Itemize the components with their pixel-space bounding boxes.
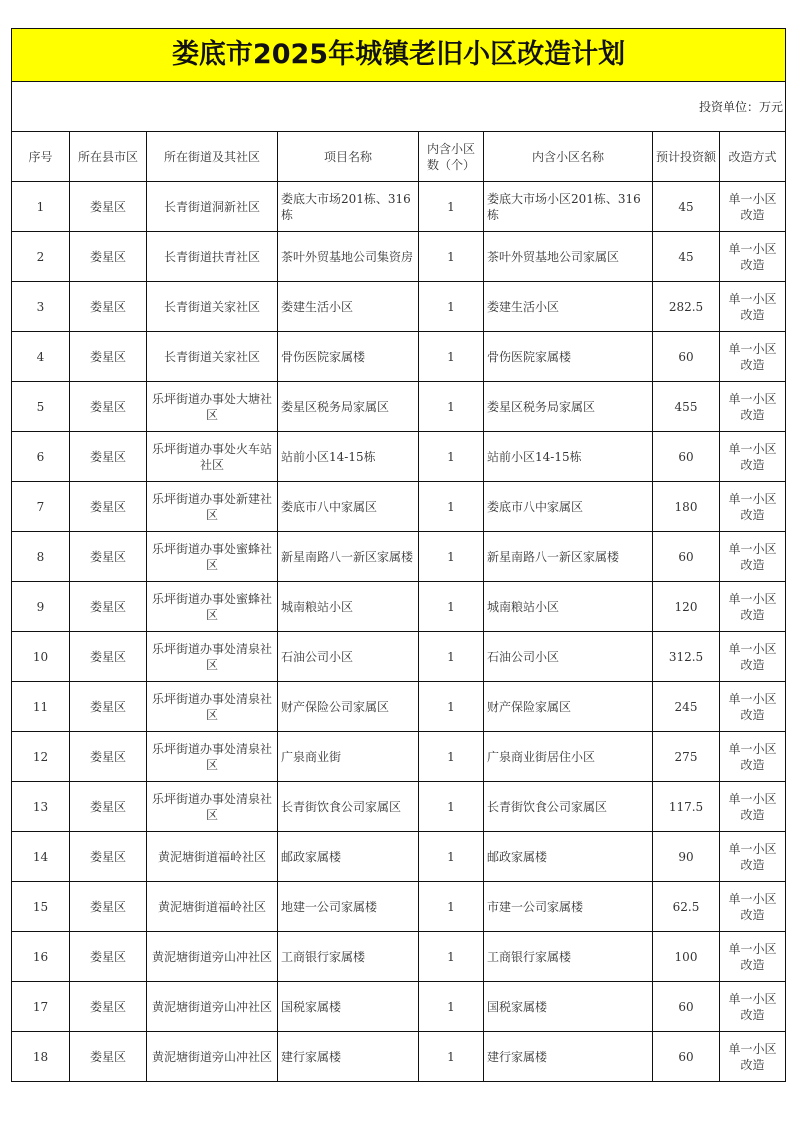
cell-project[interactable]: 广泉商业街 xyxy=(278,732,419,782)
cell-investment[interactable]: 45 xyxy=(653,232,720,282)
cell-count[interactable]: 1 xyxy=(419,382,484,432)
cell-street[interactable]: 乐坪街道办事处大塘社区 xyxy=(147,382,278,432)
cell-street[interactable]: 黄泥塘街道旁山冲社区 xyxy=(147,1032,278,1082)
cell-project[interactable]: 娄底市八中家属区 xyxy=(278,482,419,532)
cell-communities[interactable]: 娄星区税务局家属区 xyxy=(484,382,653,432)
cell-street[interactable]: 乐坪街道办事处清泉社区 xyxy=(147,732,278,782)
header-row xyxy=(12,132,786,182)
cell-project[interactable]: 娄星区税务局家属区 xyxy=(278,382,419,432)
cell-project[interactable]: 建行家属楼 xyxy=(278,1032,419,1082)
cell-investment[interactable]: 312.5 xyxy=(653,632,720,682)
cell-method[interactable]: 单一小区改造 xyxy=(720,682,786,732)
cell-district[interactable]: 娄星区 xyxy=(70,182,147,232)
cell-no[interactable]: 10 xyxy=(12,632,70,682)
table-row xyxy=(12,882,786,932)
column-header-project[interactable]: 项目名称 xyxy=(278,132,419,182)
cell-communities[interactable]: 国税家属楼 xyxy=(484,982,653,1032)
cell-method[interactable]: 单一小区改造 xyxy=(720,532,786,582)
cell-investment[interactable]: 282.5 xyxy=(653,282,720,332)
cell-method[interactable]: 单一小区改造 xyxy=(720,582,786,632)
cell-count[interactable]: 1 xyxy=(419,282,484,332)
cell-communities[interactable]: 石油公司小区 xyxy=(484,632,653,682)
table-row xyxy=(12,182,786,232)
cell-street[interactable]: 黄泥塘街道福岭社区 xyxy=(147,832,278,882)
cell-no[interactable]: 9 xyxy=(12,582,70,632)
cell-street[interactable]: 乐坪街道办事处火车站社区 xyxy=(147,432,278,482)
table-row xyxy=(12,582,786,632)
cell-communities[interactable]: 茶叶外贸基地公司家属区 xyxy=(484,232,653,282)
table-row xyxy=(12,732,786,782)
cell-investment[interactable]: 275 xyxy=(653,732,720,782)
cell-communities[interactable]: 骨伤医院家属楼 xyxy=(484,332,653,382)
cell-district[interactable]: 娄星区 xyxy=(70,682,147,732)
table-row xyxy=(12,432,786,482)
cell-count[interactable]: 1 xyxy=(419,932,484,982)
cell-investment[interactable]: 60 xyxy=(653,982,720,1032)
cell-communities[interactable]: 娄底市八中家属区 xyxy=(484,482,653,532)
cell-district[interactable]: 娄星区 xyxy=(70,582,147,632)
cell-no[interactable]: 12 xyxy=(12,732,70,782)
cell-method[interactable]: 单一小区改造 xyxy=(720,832,786,882)
table-row xyxy=(12,532,786,582)
cell-no[interactable]: 1 xyxy=(12,182,70,232)
cell-project[interactable]: 娄底大市场201栋、316栋 xyxy=(278,182,419,232)
cell-street[interactable]: 长青街道洞新社区 xyxy=(147,182,278,232)
cell-count[interactable]: 1 xyxy=(419,532,484,582)
cell-investment[interactable]: 100 xyxy=(653,932,720,982)
table-row xyxy=(12,1032,786,1082)
cell-communities[interactable]: 财产保险家属区 xyxy=(484,682,653,732)
cell-district[interactable]: 娄星区 xyxy=(70,882,147,932)
cell-no[interactable]: 8 xyxy=(12,532,70,582)
cell-district[interactable]: 娄星区 xyxy=(70,432,147,482)
cell-investment[interactable]: 62.5 xyxy=(653,882,720,932)
cell-communities[interactable]: 新星南路八一新区家属楼 xyxy=(484,532,653,582)
cell-investment[interactable]: 60 xyxy=(653,432,720,482)
cell-investment[interactable]: 117.5 xyxy=(653,782,720,832)
table-row xyxy=(12,632,786,682)
cell-count[interactable]: 1 xyxy=(419,432,484,482)
cell-investment[interactable]: 90 xyxy=(653,832,720,882)
cell-method[interactable]: 单一小区改造 xyxy=(720,732,786,782)
cell-investment[interactable]: 120 xyxy=(653,582,720,632)
cell-communities[interactable]: 站前小区14-15栋 xyxy=(484,432,653,482)
cell-no[interactable]: 17 xyxy=(12,982,70,1032)
cell-count[interactable]: 1 xyxy=(419,982,484,1032)
cell-no[interactable]: 16 xyxy=(12,932,70,982)
table-row xyxy=(12,932,786,982)
cell-no[interactable]: 18 xyxy=(12,1032,70,1082)
table-row xyxy=(12,982,786,1032)
unit-row xyxy=(12,82,786,132)
cell-method[interactable]: 单一小区改造 xyxy=(720,182,786,232)
cell-project[interactable]: 娄建生活小区 xyxy=(278,282,419,332)
column-header-district[interactable]: 所在县市区 xyxy=(70,132,147,182)
cell-street[interactable]: 长青街道扶青社区 xyxy=(147,232,278,282)
table-row xyxy=(12,482,786,532)
cell-district[interactable]: 娄星区 xyxy=(70,982,147,1032)
cell-communities[interactable]: 娄建生活小区 xyxy=(484,282,653,332)
table-row xyxy=(12,832,786,882)
cell-method[interactable]: 单一小区改造 xyxy=(720,232,786,282)
cell-count[interactable]: 1 xyxy=(419,582,484,632)
cell-method[interactable]: 单一小区改造 xyxy=(720,932,786,982)
cell-street[interactable]: 乐坪街道办事处新建社区 xyxy=(147,482,278,532)
cell-method[interactable]: 单一小区改造 xyxy=(720,332,786,382)
cell-street[interactable]: 长青街道关家社区 xyxy=(147,332,278,382)
cell-no[interactable]: 3 xyxy=(12,282,70,332)
cell-method[interactable]: 单一小区改造 xyxy=(720,1032,786,1082)
cell-method[interactable]: 单一小区改造 xyxy=(720,432,786,482)
cell-count[interactable]: 1 xyxy=(419,832,484,882)
cell-method[interactable]: 单一小区改造 xyxy=(720,382,786,432)
cell-no[interactable]: 2 xyxy=(12,232,70,282)
cell-communities[interactable]: 邮政家属楼 xyxy=(484,832,653,882)
cell-method[interactable]: 单一小区改造 xyxy=(720,882,786,932)
cell-investment[interactable]: 60 xyxy=(653,332,720,382)
column-header-method[interactable]: 改造方式 xyxy=(720,132,786,182)
cell-investment[interactable]: 60 xyxy=(653,532,720,582)
cell-project[interactable]: 茶叶外贸基地公司集资房 xyxy=(278,232,419,282)
spreadsheet-sheet xyxy=(11,28,785,1082)
page-title[interactable]: 娄底市2025年城镇老旧小区改造计划 xyxy=(12,29,786,82)
cell-no[interactable]: 7 xyxy=(12,482,70,532)
cell-count[interactable]: 1 xyxy=(419,632,484,682)
cell-no[interactable]: 4 xyxy=(12,332,70,382)
cell-communities[interactable]: 长青街饮食公司家属区 xyxy=(484,782,653,832)
cell-street[interactable]: 乐坪街道办事处清泉社区 xyxy=(147,632,278,682)
cell-investment[interactable]: 245 xyxy=(653,682,720,732)
cell-project[interactable]: 邮政家属楼 xyxy=(278,832,419,882)
cell-street[interactable]: 黄泥塘街道福岭社区 xyxy=(147,882,278,932)
cell-method[interactable]: 单一小区改造 xyxy=(720,632,786,682)
table-row xyxy=(12,782,786,832)
cell-district[interactable]: 娄星区 xyxy=(70,782,147,832)
cell-count[interactable]: 1 xyxy=(419,782,484,832)
cell-project[interactable]: 财产保险公司家属区 xyxy=(278,682,419,732)
cell-district[interactable]: 娄星区 xyxy=(70,232,147,282)
cell-street[interactable]: 黄泥塘街道旁山冲社区 xyxy=(147,932,278,982)
cell-communities[interactable]: 市建一公司家属楼 xyxy=(484,882,653,932)
cell-communities[interactable]: 娄底大市场小区201栋、316栋 xyxy=(484,182,653,232)
cell-count[interactable]: 1 xyxy=(419,732,484,782)
cell-street[interactable]: 长青街道关家社区 xyxy=(147,282,278,332)
cell-count[interactable]: 1 xyxy=(419,482,484,532)
cell-street[interactable]: 乐坪街道办事处蜜蜂社区 xyxy=(147,582,278,632)
cell-project[interactable]: 长青街饮食公司家属区 xyxy=(278,782,419,832)
cell-count[interactable]: 1 xyxy=(419,882,484,932)
cell-street[interactable]: 黄泥塘街道旁山冲社区 xyxy=(147,982,278,1032)
column-header-communities[interactable]: 内含小区名称 xyxy=(484,132,653,182)
renovation-plan-table xyxy=(11,28,786,1082)
cell-project[interactable]: 骨伤医院家属楼 xyxy=(278,332,419,382)
unit-note[interactable]: 投资单位：万元 xyxy=(12,82,786,132)
title-row xyxy=(12,29,786,82)
cell-investment[interactable]: 60 xyxy=(653,1032,720,1082)
column-header-street[interactable]: 所在街道及其社区 xyxy=(147,132,278,182)
cell-district[interactable]: 娄星区 xyxy=(70,532,147,582)
cell-project[interactable]: 地建一公司家属楼 xyxy=(278,882,419,932)
column-header-investment[interactable]: 预计投资额 xyxy=(653,132,720,182)
cell-district[interactable]: 娄星区 xyxy=(70,1032,147,1082)
cell-project[interactable]: 城南粮站小区 xyxy=(278,582,419,632)
cell-street[interactable]: 乐坪街道办事处清泉社区 xyxy=(147,682,278,732)
cell-street[interactable]: 乐坪街道办事处清泉社区 xyxy=(147,782,278,832)
table-row xyxy=(12,682,786,732)
cell-district[interactable]: 娄星区 xyxy=(70,632,147,682)
cell-investment[interactable]: 455 xyxy=(653,382,720,432)
cell-no[interactable]: 14 xyxy=(12,832,70,882)
cell-project[interactable]: 站前小区14-15栋 xyxy=(278,432,419,482)
cell-investment[interactable]: 45 xyxy=(653,182,720,232)
cell-district[interactable]: 娄星区 xyxy=(70,832,147,882)
cell-count[interactable]: 1 xyxy=(419,1032,484,1082)
cell-no[interactable]: 15 xyxy=(12,882,70,932)
cell-method[interactable]: 单一小区改造 xyxy=(720,482,786,532)
cell-district[interactable]: 娄星区 xyxy=(70,332,147,382)
cell-project[interactable]: 工商银行家属楼 xyxy=(278,932,419,982)
column-header-count[interactable]: 内含小区数（个） xyxy=(419,132,484,182)
table-row xyxy=(12,282,786,332)
cell-investment[interactable]: 180 xyxy=(653,482,720,532)
cell-communities[interactable]: 建行家属楼 xyxy=(484,1032,653,1082)
cell-count[interactable]: 1 xyxy=(419,232,484,282)
cell-communities[interactable]: 广泉商业街居住小区 xyxy=(484,732,653,782)
table-row xyxy=(12,382,786,432)
cell-count[interactable]: 1 xyxy=(419,182,484,232)
cell-street[interactable]: 乐坪街道办事处蜜蜂社区 xyxy=(147,532,278,582)
cell-district[interactable]: 娄星区 xyxy=(70,932,147,982)
cell-no[interactable]: 6 xyxy=(12,432,70,482)
cell-project[interactable]: 国税家属楼 xyxy=(278,982,419,1032)
cell-no[interactable]: 5 xyxy=(12,382,70,432)
cell-communities[interactable]: 城南粮站小区 xyxy=(484,582,653,632)
cell-no[interactable]: 13 xyxy=(12,782,70,832)
cell-district[interactable]: 娄星区 xyxy=(70,282,147,332)
cell-project[interactable]: 新星南路八一新区家属楼 xyxy=(278,532,419,582)
cell-no[interactable]: 11 xyxy=(12,682,70,732)
cell-count[interactable]: 1 xyxy=(419,682,484,732)
cell-project[interactable]: 石油公司小区 xyxy=(278,632,419,682)
cell-method[interactable]: 单一小区改造 xyxy=(720,782,786,832)
cell-district[interactable]: 娄星区 xyxy=(70,732,147,782)
cell-method[interactable]: 单一小区改造 xyxy=(720,982,786,1032)
table-row xyxy=(12,232,786,282)
column-header-no[interactable]: 序号 xyxy=(12,132,70,182)
cell-district[interactable]: 娄星区 xyxy=(70,382,147,432)
table-row xyxy=(12,332,786,382)
cell-count[interactable]: 1 xyxy=(419,332,484,382)
cell-district[interactable]: 娄星区 xyxy=(70,482,147,532)
cell-communities[interactable]: 工商银行家属楼 xyxy=(484,932,653,982)
cell-method[interactable]: 单一小区改造 xyxy=(720,282,786,332)
